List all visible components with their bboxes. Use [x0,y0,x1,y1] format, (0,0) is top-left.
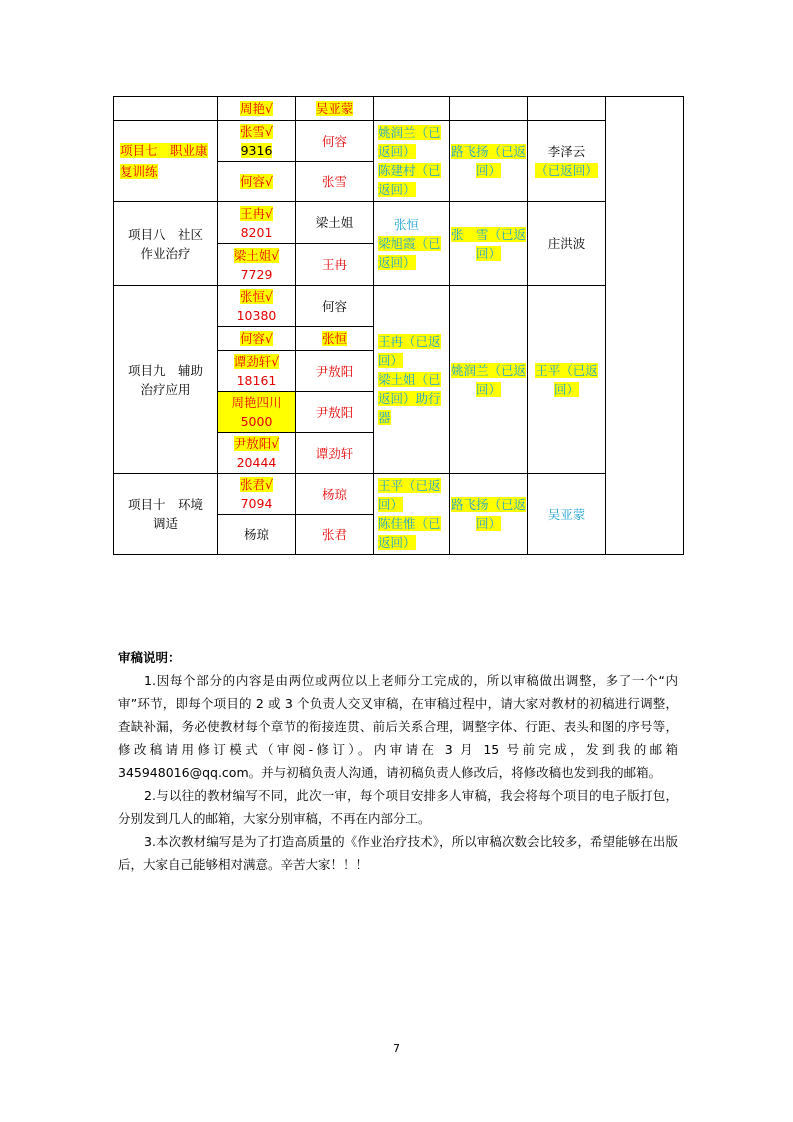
project-title: 治疗应用 [140,381,191,397]
word-count: 9316 [240,143,273,158]
reviewer-cell: 姚润兰（已返回） [378,125,441,159]
cross-reviewer-cell: 尹敖阳 [296,351,374,392]
author-cell: 谭劲轩√ [233,354,280,369]
cross-reviewer-cell: 何容 [296,121,374,162]
cross-reviewer-cell: 王冉 [296,244,374,286]
reviewer-cell: 梁土姐（已返回）助行器 [378,372,441,425]
author-cell: 梁土姐√ [233,247,280,263]
cross-reviewer-cell: 张恒 [321,331,347,346]
status-label: （已返回） [535,163,598,178]
author-cell: 何容√ [240,331,273,346]
author-cell: 张雪√ [240,124,273,139]
cross-reviewer-cell: 张君 [296,515,374,555]
word-count: 5000 [240,414,273,429]
word-count: 8201 [240,224,273,240]
table-row [114,286,684,327]
project-title: 项目八 社区 [127,226,203,242]
project-title: 调适 [152,516,178,531]
word-count: 7729 [240,266,273,282]
project-title: 项目七 职业康复训练 [120,143,208,179]
reviewer-cell: 姚润兰（已返回） [450,362,526,397]
project-title: 作业治疗 [140,245,191,261]
cross-reviewer-cell: 尹敖阳 [296,392,374,433]
reviewer-cell: 路飞扬（已返回） [450,497,526,531]
reviewer-cell: 王平（已返回） [378,478,441,512]
reviewer-cell: 李泽云 [547,144,586,159]
cross-reviewer-cell: 张雪 [296,162,374,202]
author-cell: 杨琼 [218,515,296,555]
reviewer-cell: 吴亚蒙 [528,474,606,555]
reviewer-cell: 庄洪波 [528,202,606,286]
notes-title: 审稿说明： [118,650,181,665]
cross-reviewer-cell: 梁土姐 [296,202,374,244]
cross-reviewer-cell: 谭劲轩 [296,433,374,474]
table-row [114,474,684,515]
reviewer-cell: 路飞扬（已返回） [450,144,526,178]
notes-paragraph: 1.因每个部分的内容是由两位或两位以上老师分工完成的，所以审稿做出调整，多了一个“内审”环节，即每个项目的 2 或 3 个负责人交叉审稿，在审稿过程中，请大家对教材的初稿进行调整，查缺补漏，务必使教材每个章节的衔接连贯、前后关系合理，调整字体、行距、表头和图的序号等，修改稿请用修订模式（审阅-修订）。内审请在 3 月 15 号前完成，发到我的邮箱 345948016@qq.com。并与初稿负责人沟通，请初稿负责人修改后，将修改稿也发到我的邮箱。 [118,673,678,780]
word-count: 20444 [236,455,277,470]
reviewer-cell: 张 雪（已返回） [450,226,526,261]
author-cell: 王冉√ [240,205,273,221]
review-notes [118,646,678,876]
table-row [114,97,684,121]
reviewer-cell: 张恒 [394,217,420,232]
table-row [114,202,684,244]
page-number: 7 [393,1042,400,1055]
author-cell: 何容√ [240,174,273,189]
project-title: 项目十 环境 [127,497,203,512]
project-title: 项目九 辅助 [127,362,203,378]
cross-reviewer-cell: 吴亚蒙 [315,101,354,116]
reviewer-cell: 王冉（已返回） [378,334,441,368]
reviewer-cell: 梁旭霞（已返回） [378,236,441,270]
reviewer-cell: 陈佳惟（已返回） [378,516,441,550]
word-count: 7094 [240,496,273,511]
notes-paragraph: 2.与以往的教材编写不同，此次一审，每个项目安排多人审稿，我会将每个项目的电子版打包，分别发到几人的邮箱，大家分别审稿，不再在内部分工。 [118,788,678,826]
author-cell: 周艳四川 [231,395,282,410]
word-count: 10380 [236,308,277,323]
reviewer-cell: 王平（已返回） [535,362,598,397]
cross-reviewer-cell: 何容 [296,286,374,327]
author-cell: 张恒√ [240,289,273,304]
reviewer-cell: 陈建村（已返回） [378,163,441,197]
cross-reviewer-cell: 杨琼 [296,474,374,515]
author-cell: 张君√ [240,477,273,492]
author-cell: 尹敖阳√ [233,436,280,451]
notes-paragraph: 3.本次教材编写是为了打造高质量的《作业治疗技术》，所以审稿次数会比较多，希望能够在出版后，大家自己能够相对满意。辛苦大家！！！ [118,834,678,872]
word-count: 18161 [236,373,277,388]
author-cell: 周艳√ [240,101,273,116]
review-assignment-table [113,96,684,555]
table-row [114,121,684,162]
